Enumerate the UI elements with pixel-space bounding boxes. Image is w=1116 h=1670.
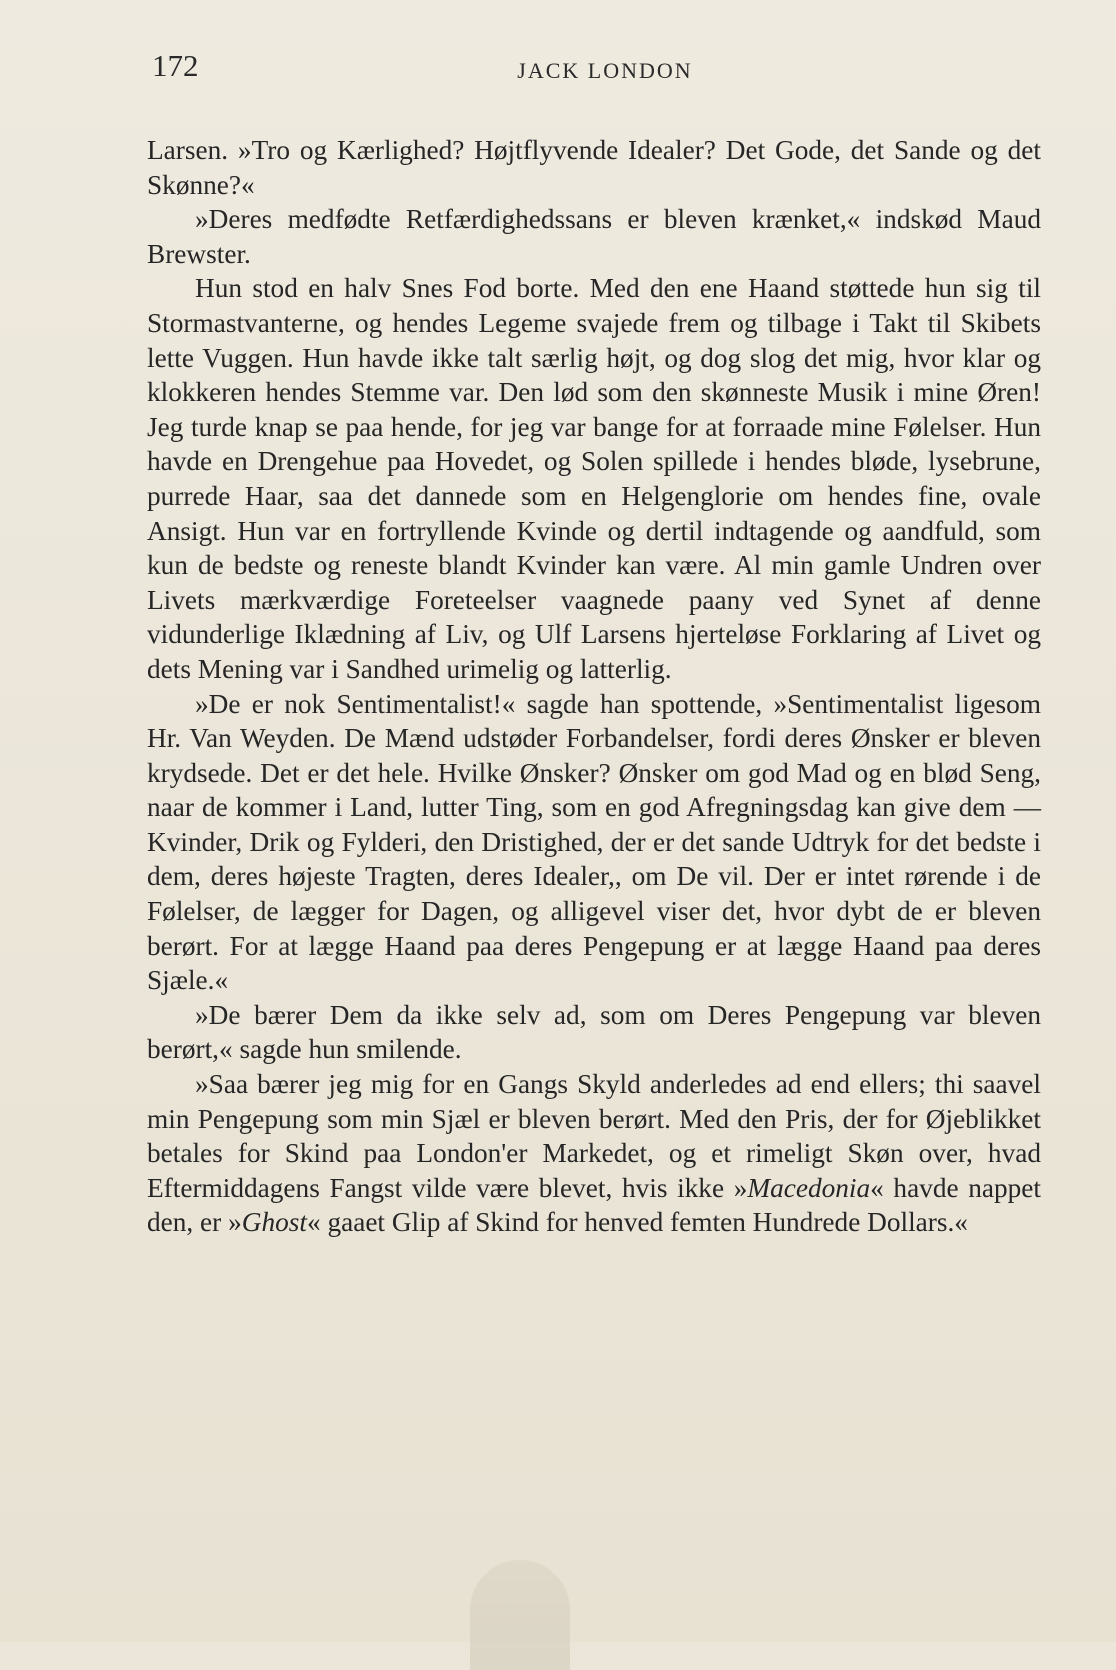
paragraph-1: Larsen. »Tro og Kærlighed? Højtflyvende Idealer? Det Gode, det Sande og det Skønne?« [147, 135, 1041, 200]
ship-name-ghost: Ghost [241, 1207, 307, 1238]
paragraph-2: »Deres medfødte Retfærdighedssans er bleven krænket,« indskød Maud Brewster. [147, 204, 1041, 269]
paragraph-5: »De bærer Dem da ikke selv ad, som om Deres Pengepung var bleven berørt,« sagde hun smilende. [147, 999, 1041, 1065]
running-head: JACK LONDON [517, 58, 693, 83]
thumb-shadow [470, 1560, 570, 1670]
paragraph-6 [147, 1067, 1041, 1240]
paragraph-6-part-2: « havde nappet den, er » [147, 1172, 1042, 1238]
paragraph-6-part-3: « gaaet Glip af Skind for henved femten Hundrede Dollars.« [306, 1207, 968, 1238]
paragraph-4: »De er nok Sentimentalist!« sagde han spottende, »Sentimentalist ligesom Hr. Van Weyden. De Mænd udstøder Forbandelser, fordi deres Ønsker er bleven krydsede. Det er det hele. Hvilke Ønsker? Ønsker om god Mad og en blød Seng, naar de kommer i Land, lutter Ting, som en god Afregningsdag kan give dem — Kvinder, Drik og Fylderi, den Dristighed, der er det sande Udtryk for det bedste i dem, deres højeste Tragten, deres Idealer,, om De vil. Der er intet rørende i de Følelser, de lægger for Dagen, og alligevel viser det, hvor dybt de er bleven berørt. For at lægge Haand paa deres Pengepung er at lægge Haand paa deres Sjæle.« [147, 688, 1041, 996]
ship-name-macedonia: Macedonia [747, 1172, 871, 1203]
page-header [152, 48, 1038, 98]
paragraph-6-part-1: »Saa bærer jeg mig for en Gangs Skyld anderledes ad end ellers; thi saavel min Pengepung som min Sjæl er bleven berørt. Med den Pris, der for Øjeblikket betales for Skind paa London'er Markedet, og et rimeligt Skøn over, hvad Eftermiddagens Fangst vilde være blevet, hvis ikke » [147, 1069, 1041, 1203]
body-text [147, 133, 1041, 1240]
page-number: 172 [152, 48, 199, 83]
paragraph-3: Hun stod en halv Snes Fod borte. Med den ene Haand støttede hun sig til Stormastvanterne, og hendes Legeme svajede frem og tilbage i Takt til Skibets lette Vuggen. Hun havde ikke talt særlig højt, og dog slog det mig, hvor klar og klokkeren hendes Stemme var. Den lød som den skønneste Musik i mine Øren! Jeg turde knap se paa hende, for jeg var bange for at forraade mine Følelser. Hun havde en Drengehue paa Hovedet, og Solen spillede i hendes bløde, lysebrune, purrede Haar, saa det dannede som en Helgenglorie om hendes fine, ovale Ansigt. Hun var en fortryllende Kvinde og dertil indtagende og aandfuld, som kun de bedste og reneste blandt Kvinder kan være. Al min gamle Undren over Livets mærkværdige Foreteelser vaagnede paany ved Synet af denne vidunderlige Iklædning af Liv, og Ulf Larsens hjerteløse Forklaring af Livet og dets Mening var i Sandhed urimelig og latterlig. [147, 273, 1041, 684]
